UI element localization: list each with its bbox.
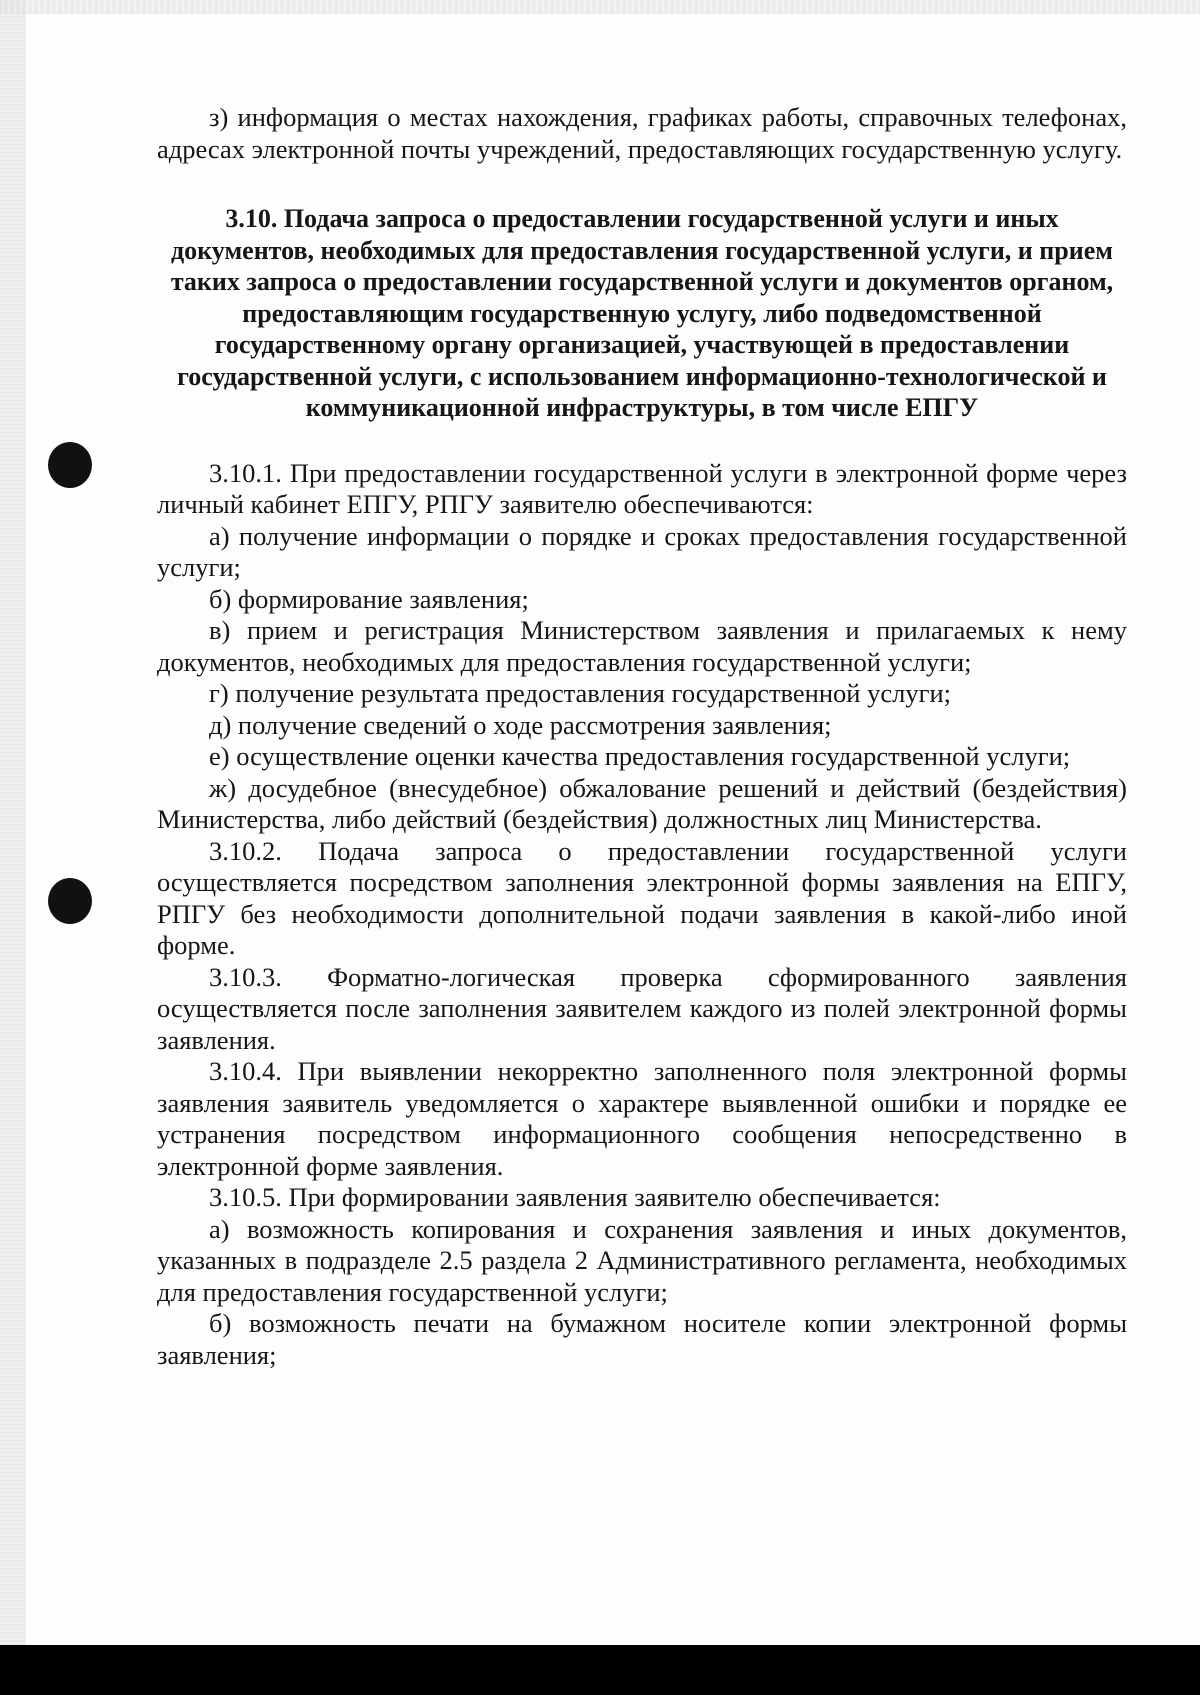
scan-edge-top <box>0 0 1200 14</box>
punch-hole-upper <box>48 442 92 488</box>
intro-item-z: з) информация о местах нахождения, графиках работы, справочных телефонах, адресах электронной почты учреждений, предоставляющих государственную услугу. <box>157 102 1127 164</box>
paragraph-3-10-1: 3.10.1. При предоставлении государственной услуги в электронной форме через личный кабинет ЕПГУ, РПГУ заявителю обеспечиваются: <box>157 457 1127 519</box>
list-item-a: а) получение информации о порядке и сроках предоставления государственной услуги; <box>157 520 1127 582</box>
punch-hole-lower <box>48 878 92 924</box>
document-body <box>157 102 1127 1371</box>
paragraph-3-10-3: 3.10.3. Форматно-логическая проверка сформированного заявления осуществляется после заполнения заявителем каждого из полей электронной формы заявления. <box>157 961 1127 1055</box>
list-item-g: г) получение результата предоставления государственной услуги; <box>209 678 951 708</box>
paragraph-3-10-5: 3.10.5. При формировании заявления заявителю обеспечивается: <box>209 1182 941 1212</box>
paragraph-3-10-4: 3.10.4. При выявлении некорректно заполненного поля электронной формы заявления заявитель уведомляется о характере выявленной ошибки и порядке ее устранения посредством информационного сообщения непосредственно в электронной форме заявления. <box>157 1056 1127 1181</box>
list-item-e: е) осуществление оценки качества предоставления государственной услуги; <box>209 741 1071 771</box>
list-item-zh: ж) досудебное (внесудебное) обжалование решений и действий (бездействия) Министерства, либо действий (бездействия) должностных лиц Министерства. <box>157 772 1127 834</box>
list-item-v: в) прием и регистрация Министерством заявления и прилагаемых к нему документов, необходимых для предоставления государственной услуги; <box>157 615 1127 677</box>
list-item-b-print: б) возможность печати на бумажном носителе копии электронной формы заявления; <box>157 1308 1127 1370</box>
section-heading-3-10: 3.10. Подача запроса о предоставлении государственной услуги и иных документов, необходимых для предоставления государственной услуги, и прием таких запроса о предоставлении государственной услуги и документов органом, предоставляющим государственную услугу, либо подведомственной государственному органу организацией, участвующей в предоставлении государственной услуги, с использованием информационно-технологической и коммуникационной инфраструктуры, в том числе ЕПГУ <box>170 204 1114 422</box>
scan-bottom-border <box>0 1645 1200 1695</box>
list-item-d: д) получение сведений о ходе рассмотрения заявления; <box>209 709 832 740</box>
scan-edge-left <box>0 0 26 1645</box>
list-item-a-copy: а) возможность копирования и сохранения заявления и иных документов, указанных в подразделе 2.5 раздела 2 Административного регламента, необходимых для предоставления государственной услуги; <box>157 1213 1127 1307</box>
list-item-b: б) формирование заявления; <box>209 583 529 614</box>
paragraph-3-10-2: 3.10.2. Подача запроса о предоставлении государственной услуги осуществляется посредством заполнения электронной формы заявления на ЕПГУ, РПГУ без необходимости дополнительной подачи заявления в какой-либо иной форме. <box>157 835 1127 960</box>
